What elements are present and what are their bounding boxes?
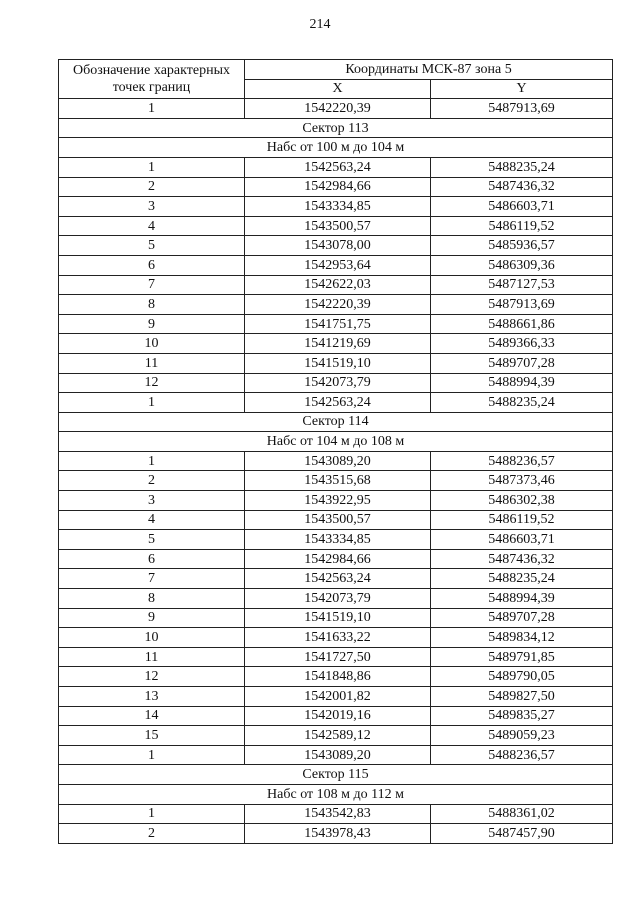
x-coordinate-cell: 1542073,79 (245, 589, 431, 609)
point-designation-header-line2: точек границ (112, 80, 191, 96)
y-coordinate-cell: 5487436,32 (431, 549, 613, 569)
y-coordinate-cell: 5488361,02 (431, 804, 613, 824)
point-number-cell: 7 (59, 275, 245, 295)
y-coordinate-cell: 5486603,71 (431, 530, 613, 550)
table-row (59, 314, 613, 334)
point-number-cell: 2 (59, 471, 245, 491)
table-row (59, 177, 613, 197)
point-number-cell: 5 (59, 236, 245, 256)
height-range-row (59, 432, 613, 452)
table-row (59, 373, 613, 393)
y-coordinate-cell: 5487913,69 (431, 99, 613, 119)
point-number-cell: 15 (59, 726, 245, 746)
table-row (59, 549, 613, 569)
table-row (59, 491, 613, 511)
x-coordinate-cell: 1541519,10 (245, 608, 431, 628)
table-row (59, 667, 613, 687)
x-coordinate-cell: 1543334,85 (245, 197, 431, 217)
point-number-cell: 13 (59, 687, 245, 707)
table-row (59, 197, 613, 217)
point-number-cell: 7 (59, 569, 245, 589)
table-row (59, 647, 613, 667)
y-coordinate-cell: 5487127,53 (431, 275, 613, 295)
table-row (59, 745, 613, 765)
page-number: 214 (309, 17, 331, 32)
y-coordinate-cell: 5489791,85 (431, 647, 613, 667)
x-coordinate-cell: 1542984,66 (245, 549, 431, 569)
y-coordinate-cell: 5488235,24 (431, 569, 613, 589)
table-row (59, 589, 613, 609)
table-row (59, 99, 613, 119)
x-coordinate-cell: 1542953,64 (245, 255, 431, 275)
point-number-cell: 1 (59, 157, 245, 177)
point-number-cell: 3 (59, 197, 245, 217)
table-row (59, 726, 613, 746)
sector-row (59, 765, 613, 785)
point-number-cell: 6 (59, 255, 245, 275)
point-number-cell: 5 (59, 530, 245, 550)
y-column-header: Y (431, 79, 613, 99)
table-row (59, 706, 613, 726)
y-coordinate-cell: 5486603,71 (431, 197, 613, 217)
point-number-cell: 3 (59, 491, 245, 511)
y-coordinate-cell: 5488236,57 (431, 451, 613, 471)
x-coordinate-cell: 1543500,57 (245, 510, 431, 530)
y-coordinate-cell: 5487913,69 (431, 295, 613, 315)
x-coordinate-cell: 1543978,43 (245, 824, 431, 844)
y-coordinate-cell: 5489790,05 (431, 667, 613, 687)
point-number-cell: 12 (59, 667, 245, 687)
sector-title: Сектор 114 (59, 412, 613, 432)
table-row (59, 334, 613, 354)
y-coordinate-cell: 5489707,28 (431, 608, 613, 628)
height-range-label: Набс от 104 м до 108 м (59, 432, 613, 452)
y-coordinate-cell: 5489059,23 (431, 726, 613, 746)
x-coordinate-cell: 1542220,39 (245, 295, 431, 315)
y-coordinate-cell: 5489835,27 (431, 706, 613, 726)
coordinates-system-header: Координаты МСК-87 зона 5 (245, 60, 613, 80)
y-coordinate-cell: 5489827,50 (431, 687, 613, 707)
y-coordinate-cell: 5487436,32 (431, 177, 613, 197)
y-coordinate-cell: 5485936,57 (431, 236, 613, 256)
table-row (59, 628, 613, 648)
y-coordinate-cell: 5488236,57 (431, 745, 613, 765)
x-column-header: X (245, 79, 431, 99)
x-coordinate-cell: 1542001,82 (245, 687, 431, 707)
y-coordinate-cell: 5489834,12 (431, 628, 613, 648)
point-number-cell: 8 (59, 295, 245, 315)
x-coordinate-cell: 1542622,03 (245, 275, 431, 295)
x-coordinate-cell: 1541751,75 (245, 314, 431, 334)
point-designation-header-line1: Обозначение характерных (73, 63, 230, 79)
x-coordinate-cell: 1542563,24 (245, 569, 431, 589)
x-coordinate-cell: 1543089,20 (245, 451, 431, 471)
table-row (59, 216, 613, 236)
table-row (59, 471, 613, 491)
point-number-cell: 12 (59, 373, 245, 393)
point-number-cell: 1 (59, 745, 245, 765)
x-coordinate-cell: 1541633,22 (245, 628, 431, 648)
point-number-cell: 9 (59, 608, 245, 628)
table-row (59, 255, 613, 275)
x-coordinate-cell: 1543542,83 (245, 804, 431, 824)
y-coordinate-cell: 5488661,86 (431, 314, 613, 334)
y-coordinate-cell: 5488994,39 (431, 589, 613, 609)
y-coordinate-cell: 5487457,90 (431, 824, 613, 844)
table-row (59, 510, 613, 530)
x-coordinate-cell: 1542563,24 (245, 157, 431, 177)
x-coordinate-cell: 1542220,39 (245, 99, 431, 119)
y-coordinate-cell: 5488994,39 (431, 373, 613, 393)
point-number-cell: 10 (59, 628, 245, 648)
coordinates-table (58, 59, 613, 844)
point-number-cell: 1 (59, 451, 245, 471)
point-number-cell: 4 (59, 216, 245, 236)
table-row (59, 569, 613, 589)
point-number-cell: 1 (59, 393, 245, 413)
table-row (59, 295, 613, 315)
x-coordinate-cell: 1541219,69 (245, 334, 431, 354)
y-coordinate-cell: 5486309,36 (431, 255, 613, 275)
x-coordinate-cell: 1541519,10 (245, 353, 431, 373)
x-coordinate-cell: 1542563,24 (245, 393, 431, 413)
x-coordinate-cell: 1543500,57 (245, 216, 431, 236)
y-coordinate-cell: 5486119,52 (431, 216, 613, 236)
table-row (59, 608, 613, 628)
y-coordinate-cell: 5487373,46 (431, 471, 613, 491)
table-row (59, 687, 613, 707)
x-coordinate-cell: 1542589,12 (245, 726, 431, 746)
y-coordinate-cell: 5486119,52 (431, 510, 613, 530)
height-range-row (59, 784, 613, 804)
table-row (59, 157, 613, 177)
table-row (59, 236, 613, 256)
x-coordinate-cell: 1542984,66 (245, 177, 431, 197)
x-coordinate-cell: 1543334,85 (245, 530, 431, 550)
point-number-cell: 14 (59, 706, 245, 726)
y-coordinate-cell: 5488235,24 (431, 393, 613, 413)
table-row (59, 393, 613, 413)
sector-title: Сектор 115 (59, 765, 613, 785)
table-header-row (59, 60, 613, 80)
table-row (59, 451, 613, 471)
sector-row (59, 118, 613, 138)
table-row (59, 804, 613, 824)
x-coordinate-cell: 1543515,68 (245, 471, 431, 491)
height-range-row (59, 138, 613, 158)
point-number-cell: 8 (59, 589, 245, 609)
x-coordinate-cell: 1543078,00 (245, 236, 431, 256)
y-coordinate-cell: 5489366,33 (431, 334, 613, 354)
height-range-label: Набс от 100 м до 104 м (59, 138, 613, 158)
sector-row (59, 412, 613, 432)
point-number-cell: 6 (59, 549, 245, 569)
point-number-cell: 9 (59, 314, 245, 334)
x-coordinate-cell: 1543089,20 (245, 745, 431, 765)
table-row (59, 275, 613, 295)
table-row (59, 824, 613, 844)
point-number-cell: 1 (59, 99, 245, 119)
point-number-cell: 10 (59, 334, 245, 354)
point-number-cell: 2 (59, 824, 245, 844)
x-coordinate-cell: 1542019,16 (245, 706, 431, 726)
x-coordinate-cell: 1541727,50 (245, 647, 431, 667)
height-range-label: Набс от 108 м до 112 м (59, 784, 613, 804)
x-coordinate-cell: 1543922,95 (245, 491, 431, 511)
point-number-cell: 2 (59, 177, 245, 197)
y-coordinate-cell: 5486302,38 (431, 491, 613, 511)
table-row (59, 530, 613, 550)
table-row (59, 353, 613, 373)
point-designation-header (59, 60, 245, 99)
point-number-cell: 11 (59, 353, 245, 373)
point-number-cell: 1 (59, 804, 245, 824)
sector-title: Сектор 113 (59, 118, 613, 138)
point-number-cell: 4 (59, 510, 245, 530)
x-coordinate-cell: 1542073,79 (245, 373, 431, 393)
y-coordinate-cell: 5489707,28 (431, 353, 613, 373)
point-number-cell: 11 (59, 647, 245, 667)
x-coordinate-cell: 1541848,86 (245, 667, 431, 687)
y-coordinate-cell: 5488235,24 (431, 157, 613, 177)
